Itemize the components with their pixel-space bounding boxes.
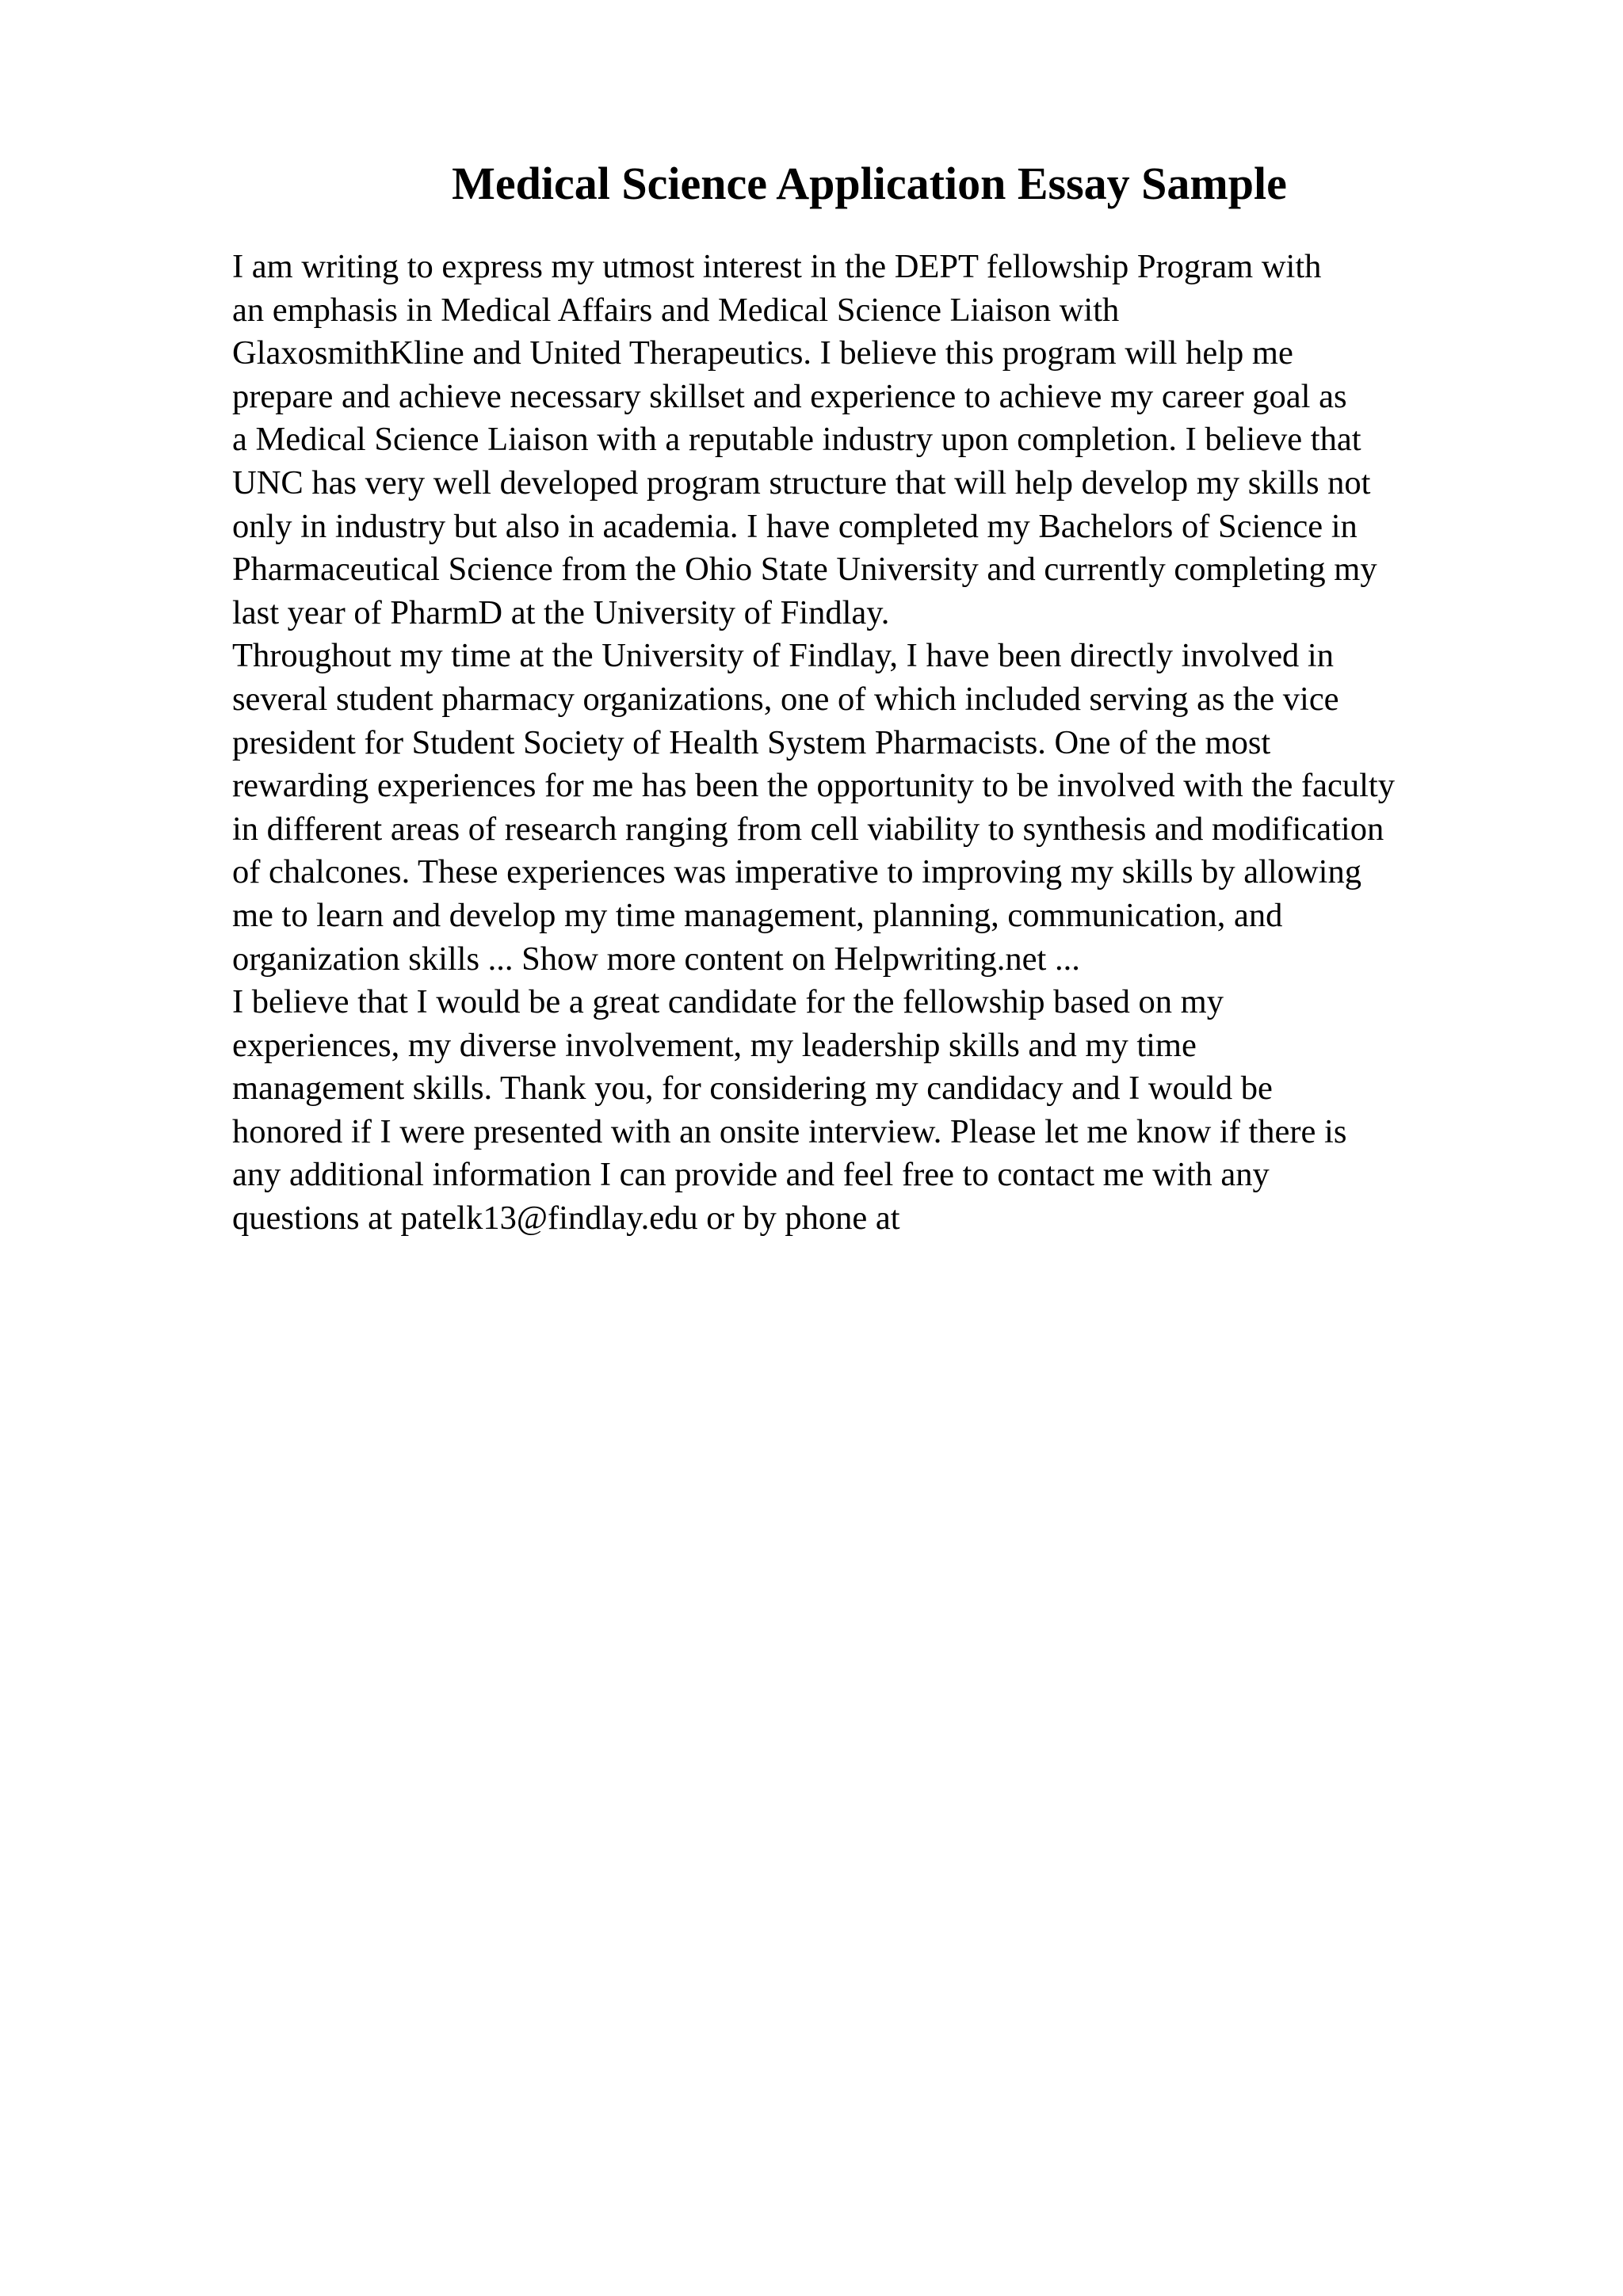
essay-line: an emphasis in Medical Affairs and Medical Science Liaison with	[232, 291, 1120, 329]
essay-line: only in industry but also in academia. I have completed my Bachelors of Science in	[232, 507, 1358, 545]
essay-line: questions at patelk13@findlay.edu or by phone at	[232, 1199, 900, 1238]
essay-line: rewarding experiences for me has been the opportunity to be involved with the faculty	[232, 767, 1395, 805]
essay-line: a Medical Science Liaison with a reputable industry upon completion. I believe that	[232, 421, 1361, 459]
essay-line: president for Student Society of Health System Pharmacists. One of the most	[232, 723, 1271, 761]
essay-line: I believe that I would be a great candidate for the fellowship based on my	[232, 983, 1224, 1021]
essay-line: of chalcones. These experiences was imperative to improving my skills by allowing	[232, 853, 1361, 891]
essay-line: honored if I were presented with an onsite interview. Please let me know if there is	[232, 1112, 1347, 1150]
essay-line: experiences, my diverse involvement, my leadership skills and my time	[232, 1026, 1197, 1064]
essay-line: last year of PharmD at the University of Findlay.	[232, 593, 890, 631]
essay-line: GlaxosmithKline and United Therapeutics. I believe this program will help me	[232, 334, 1293, 372]
essay-line: management skills. Thank you, for considering my candidacy and I would be	[232, 1070, 1273, 1108]
essay-line: I am writing to express my utmost interest in the DEPT fellowship Program with	[232, 248, 1322, 285]
essay-line: UNC has very well developed program structure that will help develop my skills not	[232, 463, 1371, 502]
essay-line: Pharmaceutical Science from the Ohio State University and currently completing my	[232, 551, 1377, 589]
essay-line: any additional information I can provide and feel free to contact me with any	[232, 1156, 1270, 1194]
essay-line: several student pharmacy organizations, one of which included serving as the vice	[232, 680, 1339, 718]
title-container	[0, 152, 1623, 215]
essay-line: Throughout my time at the University of Findlay, I have been directly involved in	[232, 637, 1334, 675]
essay-line: me to learn and develop my time management, planning, communication, and	[232, 896, 1283, 934]
document-title: Medical Science Application Essay Sample	[452, 158, 1287, 209]
essay-line: organization skills ... Show more content on Helpwriting.net ...	[232, 940, 1080, 978]
essay-line: prepare and achieve necessary skillset and experience to achieve my career goal as	[232, 377, 1347, 415]
essay-line: in different areas of research ranging from cell viability to synthesis and modification	[232, 810, 1384, 848]
essay-body	[232, 246, 1532, 1241]
